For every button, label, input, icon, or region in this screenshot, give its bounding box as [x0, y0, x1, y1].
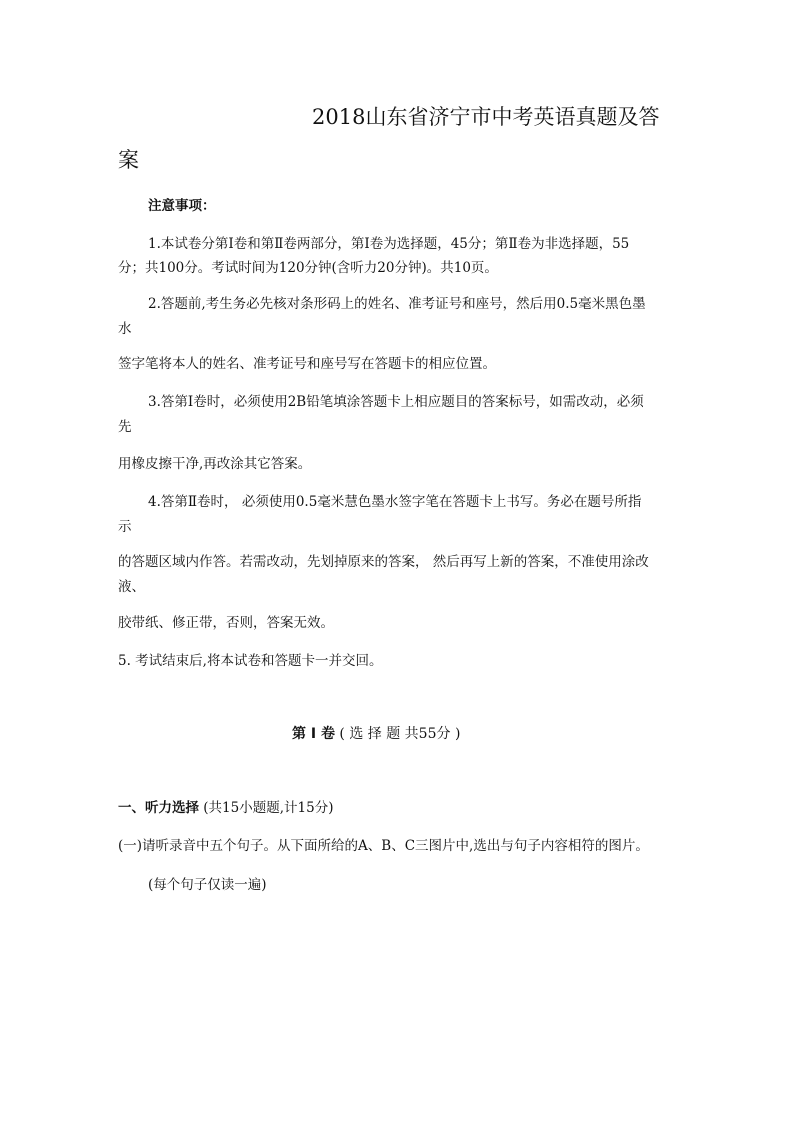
notice-item1-line1: 1.本试卷分第Ⅰ卷和第Ⅱ卷两部分，第Ⅰ卷为选择题，45分；第Ⅱ卷为非选择题，55 — [148, 236, 630, 252]
listening-heading — [118, 799, 333, 817]
notice-item5: 5. 考试结束后,将本试卷和答题卡一并交回。 — [118, 653, 383, 669]
notice-item2-line2: 水 — [118, 321, 132, 337]
notice-item3-line3: 用橡皮擦干净,再改涂其它答案。 — [118, 456, 312, 472]
notice-item3-line1: 3.答第Ⅰ卷时，必须使用2B铅笔填涂答题卡上相应题目的答案标号，如需改动，必须 — [148, 394, 644, 410]
notice-item4-line5: 胶带纸、修正带，否则，答案无效。 — [118, 615, 334, 631]
notice-item4-line4: 液、 — [118, 579, 145, 595]
document-title-line1: 2018山东省济宁市中考英语真题及答 — [312, 105, 660, 129]
notice-item4-line1: 4.答第Ⅱ卷时， 必须使用0.5毫米慧色墨水签字笔在答题卡上书写。务必在题号所指 — [148, 494, 642, 510]
notice-item2-line1: 2.答题前,考生务必先核对条形码上的姓名、准考证号和座号，然后用0.5毫米黑色墨 — [148, 296, 646, 312]
listening-heading-bold: 一、听力选择 — [118, 800, 199, 816]
notice-item4-line2: 示 — [118, 519, 132, 535]
notice-heading: 注意事项： — [148, 198, 216, 214]
notice-item1-line2: 分；共100分。考试时间为120分钟(含听力20分钟)。共10页。 — [118, 260, 498, 276]
notice-item2-line3: 签字笔将本人的姓名、准考证号和座号写在答题卡的相应位置。 — [118, 356, 496, 372]
listening-instruction: (一)请听录音中五个句子。从下面所给的A、B、C三图片中,选出与句子内容相符的图片。 — [118, 838, 649, 854]
section-title-volume: 第 Ⅰ 卷 — [292, 726, 335, 742]
section-title-detail: ( 选 择 题 共55分 ) — [339, 726, 461, 742]
notice-item3-line2: 先 — [118, 419, 132, 435]
listening-heading-detail: (共15小题题,计15分) — [199, 800, 334, 816]
listening-instruction-note: (每个句子仅读一遍) — [148, 877, 267, 893]
notice-item4-line3: 的答题区域内作答。若需改动，先划掉原来的答案， 然后再写上新的答案，不准使用涂改 — [118, 554, 649, 570]
section-title — [292, 724, 460, 744]
document-title-line2: 案 — [118, 148, 139, 172]
